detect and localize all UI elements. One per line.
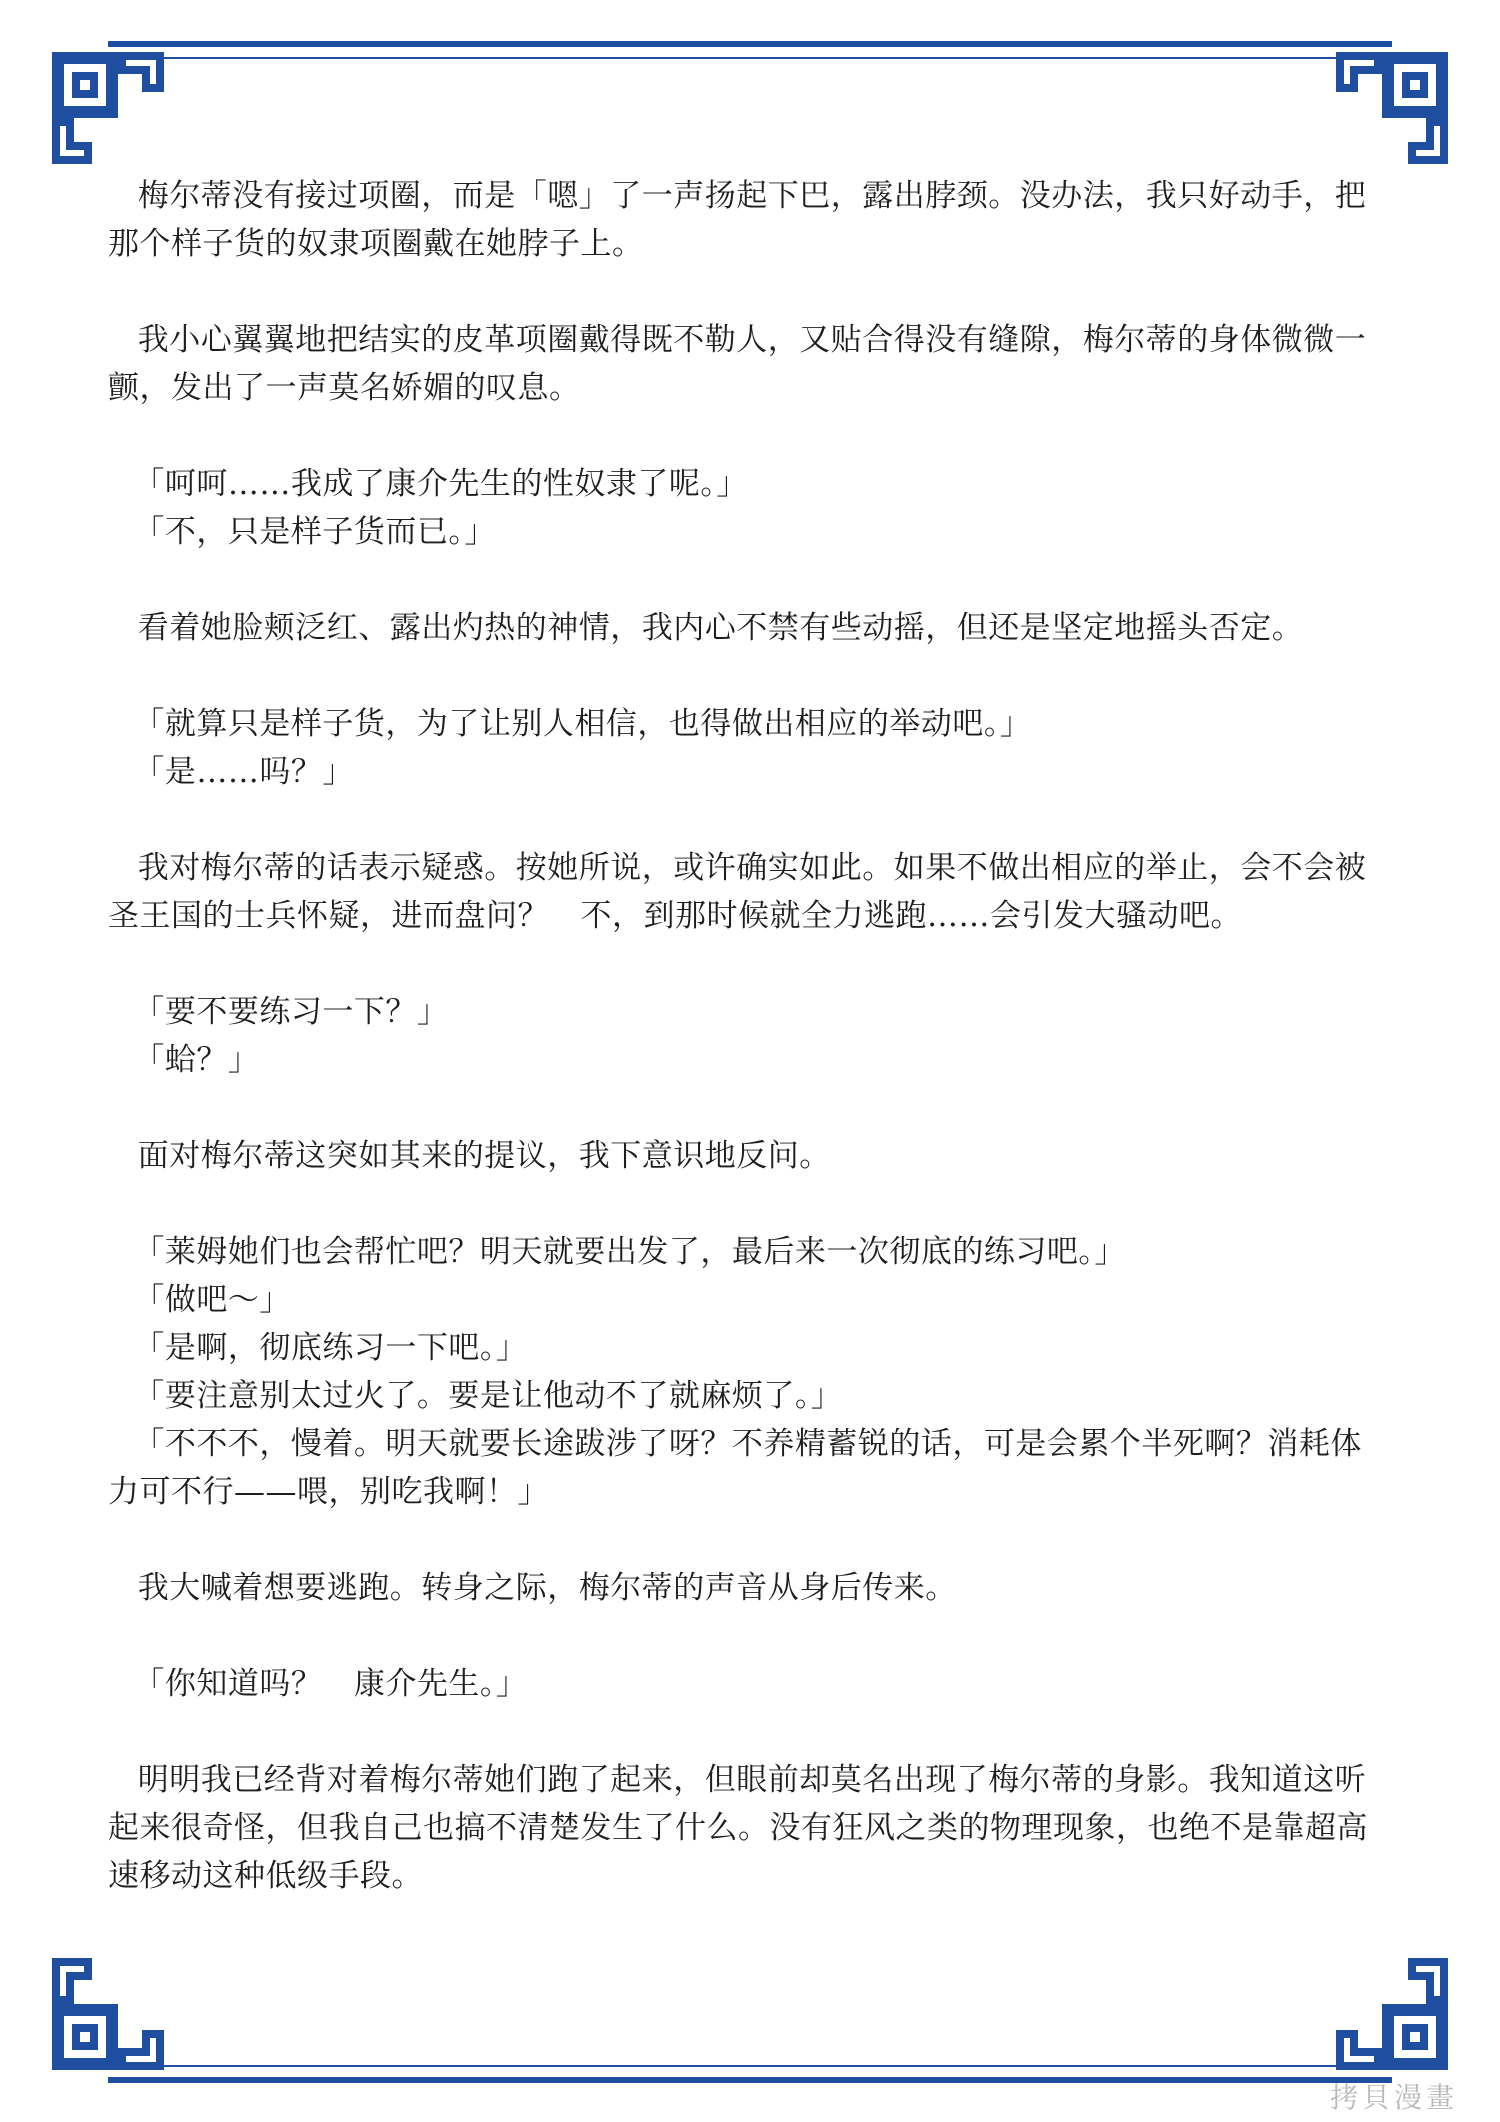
- dialogue-line: 「要不要练习一下？」: [133, 994, 449, 1030]
- paragraph-gap: [108, 1612, 1386, 1660]
- dialogue-line: 「是啊，彻底练习一下吧。」: [133, 1330, 528, 1366]
- paragraph-gap: [108, 796, 1386, 844]
- dialogue-line: 「做吧～」: [133, 1282, 291, 1318]
- dialogue-line: 「是……吗？」: [133, 754, 354, 790]
- corner-ornament-top-right: [1336, 52, 1448, 164]
- dialogue-line: 「呵呵……我成了康介先生的性奴隶了呢。」: [133, 466, 748, 502]
- corner-ornament-top-left: [52, 52, 164, 164]
- paragraph-gap: [108, 940, 1386, 988]
- dialogue-line: 「不，只是样子货而已。」: [133, 514, 496, 550]
- narration-paragraph: 面对梅尔蒂这突如其来的提议，我下意识地反问。: [137, 1138, 831, 1174]
- dialogue-line: 「你知道吗？ 康介先生。」: [133, 1666, 528, 1702]
- paragraph-gap: [108, 652, 1386, 700]
- narration-paragraph: 明明我已经背对着梅尔蒂她们跑了起来，但眼前却莫名出现了梅尔蒂的身影。我知道这听起来很奇怪，但我自己也搞不清楚发生了什么。没有狂风之类的物理现象，也绝不是靠超高速移动这种低级手段。: [108, 1762, 1368, 1894]
- narration-paragraph: 看着她脸颊泛红、露出灼热的神情，我内心不禁有些动摇，但还是坚定地摇头否定。: [137, 610, 1304, 646]
- dialogue-line: 「莱姆她们也会帮忙吧？明天就要出发了，最后来一次彻底的练习吧。」: [133, 1234, 1126, 1270]
- narration-paragraph: 我大喊着想要逃跑。转身之际，梅尔蒂的声音从身后传来。: [137, 1570, 957, 1606]
- paragraph-gap: [108, 412, 1386, 460]
- paragraph-gap: [108, 1084, 1386, 1132]
- corner-ornament-bottom-left: [52, 1958, 164, 2070]
- body-text: [108, 172, 1386, 1900]
- paragraph-gap: [108, 1180, 1386, 1228]
- narration-paragraph: 我小心翼翼地把结实的皮革项圈戴得既不勒人，又贴合得没有缝隙，梅尔蒂的身体微微一颤，发出了一声莫名娇媚的叹息。: [108, 322, 1367, 406]
- paragraph-gap: [108, 1516, 1386, 1564]
- dialogue-line: 「就算只是样子货，为了让别人相信，也得做出相应的举动吧。」: [133, 706, 1032, 742]
- watermark: 拷貝漫畫: [1329, 2081, 1458, 2114]
- dialogue-line: 「要注意别太过火了。要是让他动不了就麻烦了。」: [133, 1378, 843, 1414]
- dialogue-line: 「不不不，慢着。明天就要长途跋涉了呀？不养精蓄锐的话，可是会累个半死啊？消耗体力可不行——喂，别吃我啊！」: [108, 1426, 1362, 1510]
- paragraph-gap: [108, 1708, 1386, 1756]
- corner-ornament-bottom-right: [1336, 1958, 1448, 2070]
- paragraph-gap: [108, 268, 1386, 316]
- dialogue-line: 「蛤？」: [133, 1042, 260, 1078]
- narration-paragraph: 梅尔蒂没有接过项圈，而是「嗯」了一声扬起下巴，露出脖颈。没办法，我只好动手，把那个样子货的奴隶项圈戴在她脖子上。: [108, 178, 1367, 262]
- narration-paragraph: 我对梅尔蒂的话表示疑惑。按她所说，或许确实如此。如果不做出相应的举止，会不会被圣王国的士兵怀疑，进而盘问？ 不，到那时候就全力逃跑……会引发大骚动吧。: [108, 850, 1367, 934]
- paragraph-gap: [108, 556, 1386, 604]
